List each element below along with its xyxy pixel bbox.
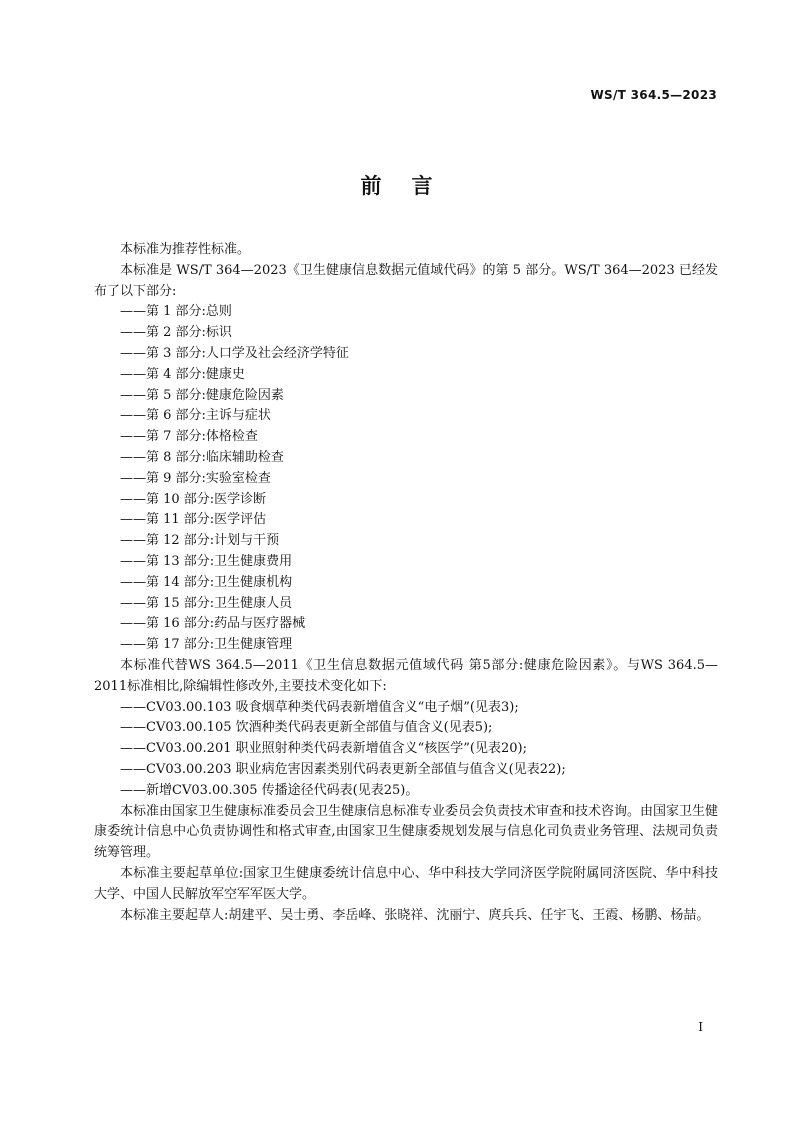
page-number: I bbox=[698, 1020, 703, 1034]
closing-paragraph-units: 本标准主要起草单位:国家卫生健康委统计信息中心、华中科技大学同济医学院附属同济医院、华中科技大学、中国人民解放军空军军医大学。 bbox=[94, 865, 718, 902]
intro-paragraph-2: 本标准是 WS/T 364—2023《卫生健康信息数据元值域代码》的第 5 部分。WS/T 364—2023 已经发布了以下部分: bbox=[94, 262, 718, 299]
change-item: ——CV03.00.203 职业病危害因素类别代码表更新全部值与值含义(见表22); bbox=[120, 761, 566, 777]
replace-paragraph: 本标准代替WS 364.5—2011《卫生信息数据元值域代码 第5部分:健康危险因素》。与WS 364.5—2011标准相比,除编辑性修改外,主要技术变化如下: bbox=[94, 657, 718, 694]
standard-code: WS/T 364.5—2023 bbox=[590, 88, 717, 102]
part-item: ——第 11 部分:医学评估 bbox=[120, 512, 267, 528]
part-item: ——第 15 部分:卫生健康人员 bbox=[120, 595, 293, 611]
page-title: 前言 bbox=[360, 174, 463, 198]
part-item: ——第 3 部分:人口学及社会经济学特征 bbox=[120, 345, 349, 361]
part-item: ——第 14 部分:卫生健康机构 bbox=[120, 574, 293, 590]
closing-paragraph-authors: 本标准主要起草人:胡建平、吴士勇、李岳峰、张晓祥、沈丽宁、庹兵兵、任宇飞、王霞、杨鹏、杨喆。 bbox=[120, 907, 710, 923]
part-item: ——第 16 部分:药品与医疗器械 bbox=[120, 616, 306, 632]
part-item: ——第 13 部分:卫生健康费用 bbox=[120, 553, 293, 569]
changes-list bbox=[94, 698, 718, 802]
change-item: ——CV03.00.105 饮酒种类代码表更新全部值与值含义(见表5); bbox=[120, 720, 493, 736]
document-body bbox=[94, 240, 718, 926]
part-item: ——第 7 部分:体格检查 bbox=[120, 429, 258, 445]
part-item: ——第 12 部分:计划与干预 bbox=[120, 533, 280, 549]
parts-list bbox=[94, 302, 718, 656]
part-item: ——第 17 部分:卫生健康管理 bbox=[120, 637, 293, 653]
part-item: ——第 4 部分:健康史 bbox=[120, 366, 245, 382]
part-item: ——第 6 部分:主诉与症状 bbox=[120, 408, 271, 424]
change-item: ——CV03.00.201 职业照射种类代码表新增值含义“核医学”(见表20); bbox=[120, 741, 527, 757]
change-item: ——CV03.00.103 吸食烟草种类代码表新增值含义“电子烟”(见表3); bbox=[120, 699, 519, 715]
part-item: ——第 2 部分:标识 bbox=[120, 325, 232, 341]
closing-paragraph-committee: 本标准由国家卫生健康标准委员会卫生健康信息标准专业委员会负责技术审查和技术咨询。由国家卫生健康委统计信息中心负责协调性和格式审查,由国家卫生健康委规划发展与信息化司负责业务管理、法规司负责统筹管理。 bbox=[94, 803, 719, 861]
part-item: ——第 10 部分:医学诊断 bbox=[120, 491, 267, 507]
intro-paragraph-1: 本标准为推荐性标准。 bbox=[120, 242, 251, 257]
change-item: ——新增CV03.00.305 传播途径代码表(见表25)。 bbox=[120, 782, 419, 798]
part-item: ——第 8 部分:临床辅助检查 bbox=[120, 449, 284, 465]
part-item: ——第 9 部分:实验室检查 bbox=[120, 470, 271, 486]
part-item: ——第 5 部分:健康危险因素 bbox=[120, 387, 284, 403]
part-item: ——第 1 部分:总则 bbox=[120, 304, 232, 320]
